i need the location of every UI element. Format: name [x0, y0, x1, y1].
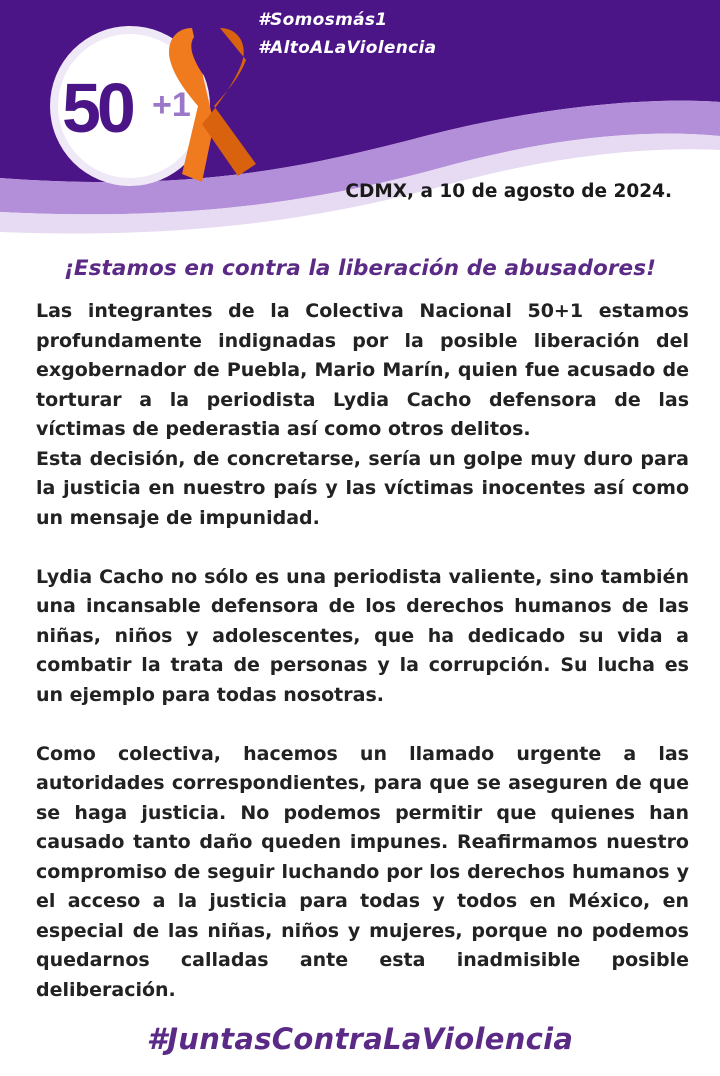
logo-text-50: 50 [62, 69, 132, 147]
headline: ¡Estamos en contra la liberación de abusadores! [63, 256, 657, 281]
hashtag-somosmas: #Somosmás1 [258, 10, 388, 30]
logo-50-mas-1 [42, 14, 282, 186]
statement-body [36, 297, 689, 1005]
date-line: CDMX, a 10 de agosto de 2024. [345, 181, 672, 202]
paragraph-2: Esta decisión, de concretarse, sería un golpe muy duro para la justicia en nuestro país y las víctimas inocentes así como un mensaje de impunidad. [36, 447, 689, 529]
footer-hashtag: #JuntasContraLaViolencia [146, 1022, 574, 1056]
logo-text-plus-1: +1 [152, 86, 191, 124]
paragraph-4: Como colectiva, hacemos un llamado urgente a las autoridades correspondientes, para que se aseguren de que se haga justicia. No podemos permitir que quienes han causado tanto daño queden impunes. Reafirmamos nuestro compromiso de seguir luchando por los derechos humanos y el acceso a la justicia para todas y todos en México, en especial de las niñas, niños y mujeres, porque no podemos quedarnos calladas ante esta inadmisible posible deliberación. [36, 742, 689, 1001]
logo-graphic [42, 14, 282, 186]
paragraph-1: Las integrantes de la Colectiva Nacional 50+1 estamos profundamente indignadas por la posible liberación del exgobernador de Puebla, Mario Marín, quien fue acusado de torturar a la periodista Lydia Cacho defensora de las víctimas de pederastia así como otros delitos. [36, 300, 689, 440]
hashtag-alto-violencia: #AltoALaViolencia [258, 38, 437, 58]
paragraph-3: Lydia Cacho no sólo es una periodista valiente, sino también una incansable defensora de los derechos humanos de las niñas, niños y adolescentes, que ha dedicado su vida a combatir la trata de personas y la corrupción. Su lucha es un ejemplo para todas nosotras. [36, 565, 689, 706]
